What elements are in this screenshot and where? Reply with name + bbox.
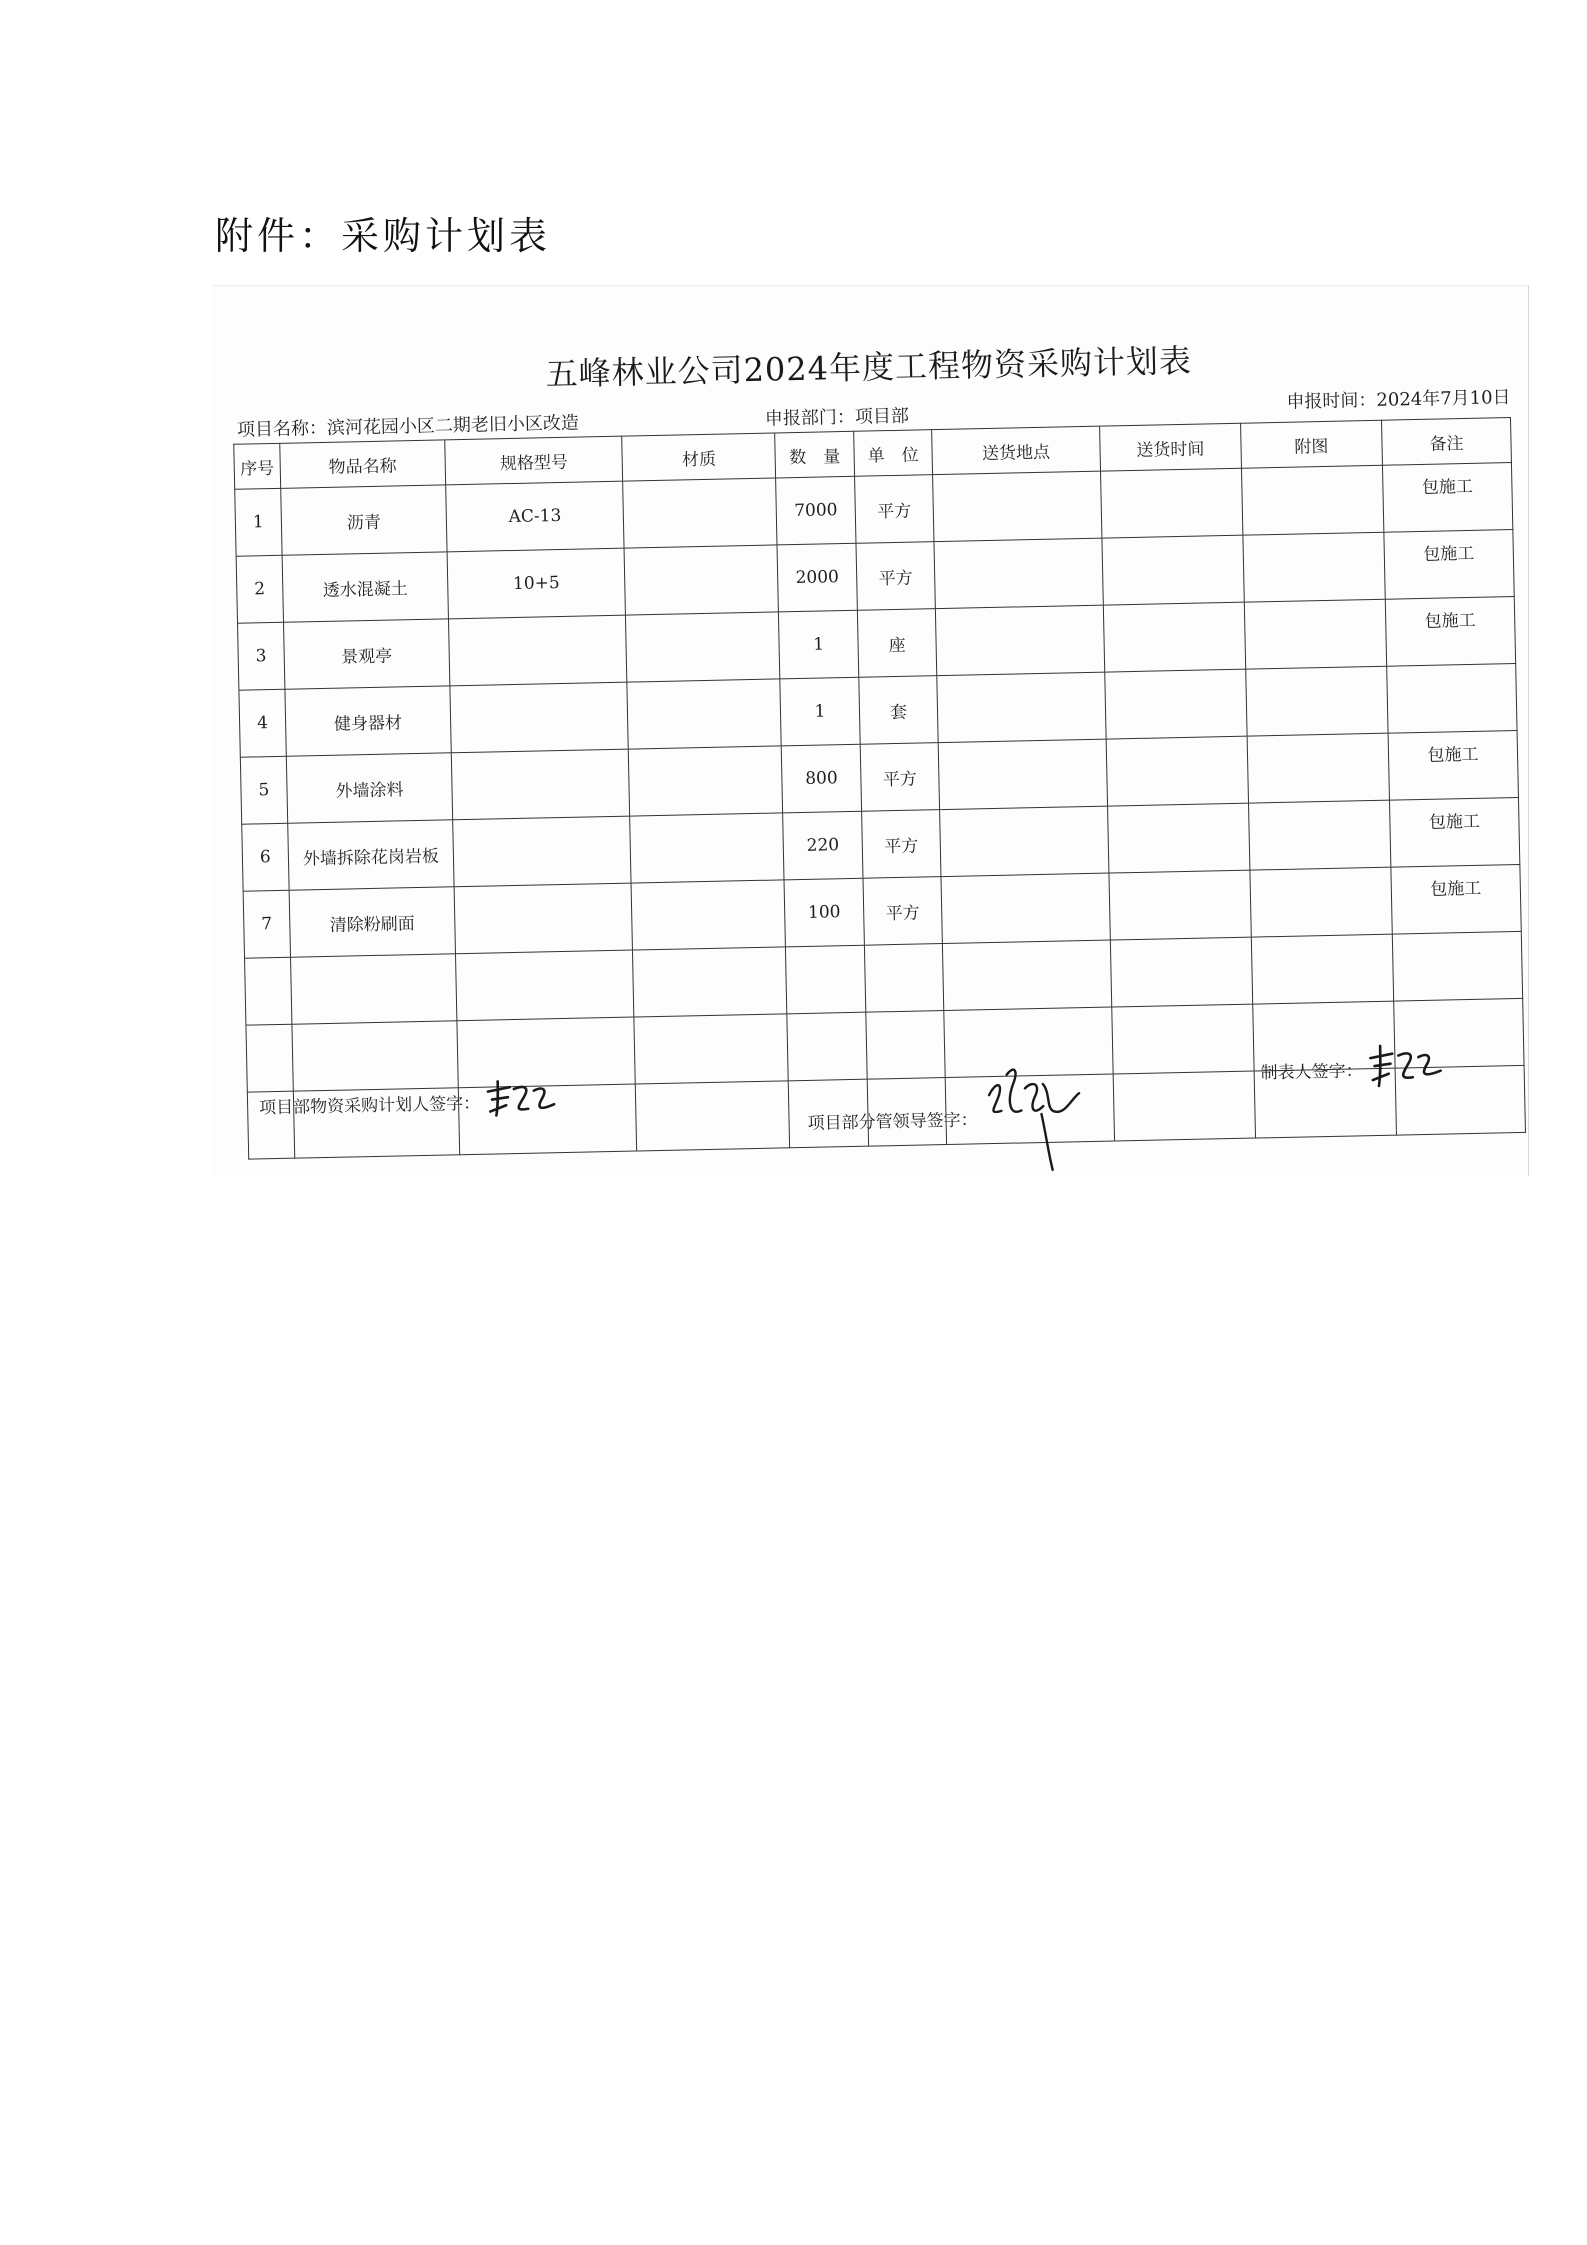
item-name: 健身器材 <box>285 686 452 756</box>
item-material <box>636 1081 791 1151</box>
item-quantity: 100 <box>784 878 864 947</box>
item-quantity: 7000 <box>776 476 856 545</box>
item-note: 包施工 <box>1388 730 1518 800</box>
attachment-drawing <box>1250 867 1392 937</box>
header-cell: 送货地点 <box>932 426 1101 475</box>
delivery-time <box>1113 1071 1255 1141</box>
form-title: 五峰林业公司2024年度工程物资采购计划表 <box>545 341 1193 394</box>
item-name: 清除粉刷面 <box>289 887 456 957</box>
item-material <box>626 612 781 682</box>
item-name: 沥青 <box>281 485 448 555</box>
delivery-place <box>940 806 1109 876</box>
row-number: 6 <box>242 823 289 891</box>
item-unit: 套 <box>859 676 939 745</box>
row-number: 2 <box>236 555 283 623</box>
header-cell: 材质 <box>622 433 776 481</box>
item-unit: 平方 <box>854 475 934 544</box>
delivery-time <box>1102 535 1244 605</box>
leader-signature-block <box>806 1053 1093 1184</box>
delivery-time <box>1104 669 1246 739</box>
planner-signature-block <box>259 1074 565 1131</box>
item-note: 包施工 <box>1384 530 1514 600</box>
delivery-time <box>1109 870 1251 940</box>
item-spec <box>453 816 632 887</box>
attachment-title: 附件：采购计划表 <box>215 214 552 258</box>
item-quantity <box>786 945 866 1014</box>
delivery-place <box>941 873 1110 943</box>
item-unit: 平方 <box>856 542 936 611</box>
attachment-drawing <box>1251 934 1393 1004</box>
delivery-time <box>1107 803 1249 873</box>
header-cell: 单 位 <box>853 430 932 477</box>
planner-handwritten-signature <box>484 1074 565 1127</box>
delivery-place <box>943 940 1112 1010</box>
item-name: 外墙涂料 <box>286 753 453 823</box>
attachment-drawing <box>1244 599 1386 669</box>
item-material <box>628 746 783 816</box>
item-spec: AC-13 <box>446 481 625 552</box>
item-unit <box>864 944 944 1013</box>
item-name: 外墙拆除花岗岩板 <box>288 820 455 890</box>
header-cell: 规格型号 <box>445 436 623 485</box>
item-name: 景观亭 <box>283 619 450 689</box>
report-department: 申报部门：项目部 <box>764 405 910 430</box>
item-material <box>627 679 782 749</box>
item-unit: 平方 <box>860 743 940 812</box>
row-number: 1 <box>235 488 282 556</box>
item-material <box>631 880 786 950</box>
delivery-place <box>938 739 1107 809</box>
project-name: 项目名称：滨河花园小区二期老旧小区改造 <box>236 412 580 441</box>
delivery-place <box>937 672 1106 742</box>
delivery-time <box>1110 937 1252 1007</box>
attachment-drawing <box>1247 733 1389 803</box>
delivery-place <box>934 538 1103 608</box>
maker-signature-block <box>1260 1038 1451 1099</box>
item-name: 透水混凝土 <box>282 552 449 622</box>
item-quantity: 2000 <box>777 543 857 612</box>
item-quantity: 1 <box>779 610 859 679</box>
header-cell: 数 量 <box>775 431 854 478</box>
item-unit: 平方 <box>863 877 943 946</box>
item-material <box>623 478 778 548</box>
item-quantity: 1 <box>780 677 860 746</box>
item-material <box>633 947 788 1017</box>
item-unit: 座 <box>857 609 937 678</box>
item-note: 包施工 <box>1391 864 1521 934</box>
item-spec: 10+5 <box>447 548 626 619</box>
maker-handwritten-signature <box>1366 1038 1451 1097</box>
report-date: 申报时间：2024年7月10日 <box>1286 387 1511 413</box>
planner-signature-label: 项目部物资采购计划人签字： <box>258 1093 481 1119</box>
item-spec <box>450 682 629 753</box>
item-note: 包施工 <box>1382 463 1512 533</box>
item-note: 包施工 <box>1385 597 1515 667</box>
item-quantity: 220 <box>783 811 863 880</box>
leader-signature-label: 项目部分管领导签字： <box>807 1110 978 1134</box>
form-body <box>223 309 1529 1134</box>
attachment-drawing <box>1248 800 1390 870</box>
header-cell: 备注 <box>1381 418 1511 466</box>
leader-handwritten-signature <box>980 1053 1093 1180</box>
delivery-time <box>1100 468 1242 538</box>
item-name <box>290 954 457 1024</box>
item-unit: 平方 <box>861 810 941 879</box>
item-spec <box>455 950 634 1021</box>
item-material <box>634 1014 789 1084</box>
item-spec <box>451 749 630 820</box>
delivery-time <box>1111 1004 1253 1074</box>
delivery-place <box>936 605 1105 675</box>
row-number <box>245 957 292 1025</box>
row-number: 7 <box>243 890 290 958</box>
item-note <box>1392 931 1522 1001</box>
scanned-form <box>213 285 1529 1176</box>
item-note <box>1387 664 1517 734</box>
attachment-drawing <box>1243 532 1385 602</box>
row-number: 5 <box>240 756 287 824</box>
row-number: 4 <box>239 689 286 757</box>
item-spec <box>448 615 627 686</box>
row-number: 3 <box>238 622 285 690</box>
item-note: 包施工 <box>1389 797 1519 867</box>
maker-signature-label: 制表人签字： <box>1260 1061 1363 1084</box>
attachment-drawing <box>1241 465 1383 535</box>
item-material <box>630 813 785 883</box>
item-material <box>624 545 779 615</box>
header-cell: 物品名称 <box>280 440 446 488</box>
item-quantity: 800 <box>782 744 862 813</box>
delivery-place <box>933 471 1102 541</box>
header-cell: 序号 <box>234 443 281 489</box>
header-cell: 送货时间 <box>1099 423 1241 471</box>
delivery-time <box>1106 736 1248 806</box>
header-cell: 附图 <box>1240 420 1382 468</box>
attachment-drawing <box>1246 666 1388 736</box>
item-spec <box>454 883 633 954</box>
delivery-time <box>1103 602 1245 672</box>
